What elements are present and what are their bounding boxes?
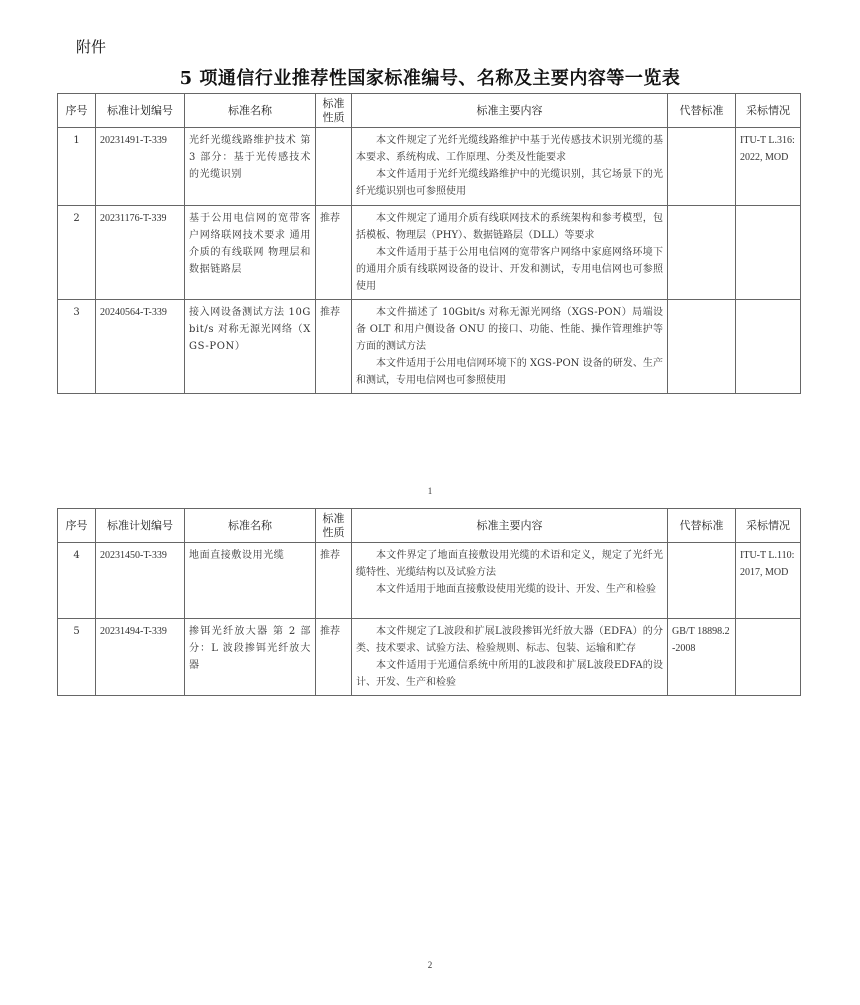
row-adoption — [736, 300, 801, 394]
header-content: 标准主要内容 — [352, 509, 668, 543]
row-plan-code: 20240564-T-339 — [96, 300, 185, 394]
row-plan-code: 20231176-T-339 — [96, 206, 185, 300]
header-seq: 序号 — [58, 94, 96, 128]
header-name: 标准名称 — [185, 94, 316, 128]
row-standard-type: 推荐 — [316, 206, 352, 300]
row-standard-type: 推荐 — [316, 543, 352, 619]
row-adoption — [736, 619, 801, 696]
header-adoption: 采标情况 — [736, 94, 801, 128]
content-applicability: 本文件适用于地面直接敷设使用光缆的设计、开发、生产和检验 — [376, 584, 656, 595]
row-adoption: ITU-T L.316:2022, MOD — [736, 128, 801, 206]
row-standard-name: 基于公用电信网的宽带客户网络联网技术要求 通用介质的有线联网 物理层和数据链路层 — [185, 206, 316, 300]
content-applicability: 本文件适用于光通信系统中所用的L波段和扩展L波段EDFA的设计、开发、生产和检验 — [356, 660, 663, 688]
row-replaces — [668, 206, 736, 300]
row-plan-code: 20231450-T-339 — [96, 543, 185, 619]
row-main-content — [352, 543, 668, 619]
content-scope: 本文件界定了地面直接敷设用光缆的术语和定义，规定了光纤光缆特性、光缆结构以及试验方法 — [356, 550, 663, 578]
row-standard-name: 光纤光缆线路维护技术 第 3 部分：基于光传感技术的光缆识别 — [185, 128, 316, 206]
row-seq: 5 — [58, 619, 96, 696]
content-applicability: 本文件适用于光纤光缆线路维护中的光缆识别，其它场景下的光纤光缆识别也可参照使用 — [356, 169, 663, 197]
row-standard-name: 掺铒光纤放大器 第 2 部分：L 波段掺铒光纤放大器 — [185, 619, 316, 696]
header-plan-code: 标准计划编号 — [96, 94, 185, 128]
standards-table-page-1 — [57, 93, 801, 394]
table-row — [58, 619, 801, 696]
header-seq: 序号 — [58, 509, 96, 543]
content-scope: 本文件规定了通用介质有线联网技术的系统架构和参考模型，包括模板、物理层（PHY）、数据链路层（DLL）等要求 — [356, 213, 663, 241]
row-replaces: GB/T 18898.2-2008 — [668, 619, 736, 696]
header-plan-code: 标准计划编号 — [96, 509, 185, 543]
header-replaces: 代替标准 — [668, 509, 736, 543]
row-seq: 2 — [58, 206, 96, 300]
row-main-content — [352, 206, 668, 300]
header-replaces: 代替标准 — [668, 94, 736, 128]
content-scope: 本文件规定了光纤光缆线路维护中基于光传感技术识别光缆的基本要求、系统构成、工作原理、分类及性能要求 — [356, 135, 663, 163]
row-seq: 1 — [58, 128, 96, 206]
row-adoption — [736, 206, 801, 300]
content-applicability: 本文件适用于基于公用电信网的宽带客户网络中家庭网络环境下的通用介质有线联网设备的设计、开发和测试，专用电信网也可参照使用 — [356, 247, 663, 292]
row-replaces — [668, 543, 736, 619]
table-row — [58, 300, 801, 394]
header-name: 标准名称 — [185, 509, 316, 543]
content-scope: 本文件描述了 10Gbit/s 对称无源光网络（XGS-PON）局端设备 OLT 和用户侧设备 ONU 的接口、功能、性能、操作管理维护等方面的测试方法 — [356, 307, 663, 352]
row-standard-type — [316, 128, 352, 206]
row-plan-code: 20231494-T-339 — [96, 619, 185, 696]
table-row — [58, 543, 801, 619]
row-main-content — [352, 128, 668, 206]
content-scope: 本文件规定了L波段和扩展L波段掺铒光纤放大器（EDFA）的分类、技术要求、试验方法、检验规则、标志、包装、运输和贮存 — [356, 626, 663, 654]
row-main-content — [352, 300, 668, 394]
table-header-row — [58, 509, 801, 543]
row-plan-code: 20231491-T-339 — [96, 128, 185, 206]
content-applicability: 本文件适用于公用电信网环境下的 XGS-PON 设备的研发、生产和测试，专用电信网也可参照使用 — [356, 358, 663, 386]
row-standard-type: 推荐 — [316, 619, 352, 696]
row-main-content — [352, 619, 668, 696]
row-standard-name: 地面直接敷设用光缆 — [185, 543, 316, 619]
row-seq: 4 — [58, 543, 96, 619]
attachment-label: 附件 — [76, 38, 107, 56]
standards-table-page-2 — [57, 508, 801, 696]
row-adoption: ITU-T L.110:2017, MOD — [736, 543, 801, 619]
table-header-row — [58, 94, 801, 128]
header-type: 标准性质 — [316, 94, 352, 128]
page-number-1: 1 — [427, 486, 433, 496]
row-standard-name: 接入网设备测试方法 10Gbit/s 对称无源光网络（XGS-PON） — [185, 300, 316, 394]
page-number-2: 2 — [427, 960, 433, 970]
header-adoption: 采标情况 — [736, 509, 801, 543]
row-replaces — [668, 300, 736, 394]
row-replaces — [668, 128, 736, 206]
document-title: 5 项通信行业推荐性国家标准编号、名称及主要内容等一览表 — [179, 68, 681, 89]
table-row — [58, 128, 801, 206]
row-seq: 3 — [58, 300, 96, 394]
table-row — [58, 206, 801, 300]
header-type: 标准性质 — [316, 509, 352, 543]
header-content: 标准主要内容 — [352, 94, 668, 128]
row-standard-type: 推荐 — [316, 300, 352, 394]
